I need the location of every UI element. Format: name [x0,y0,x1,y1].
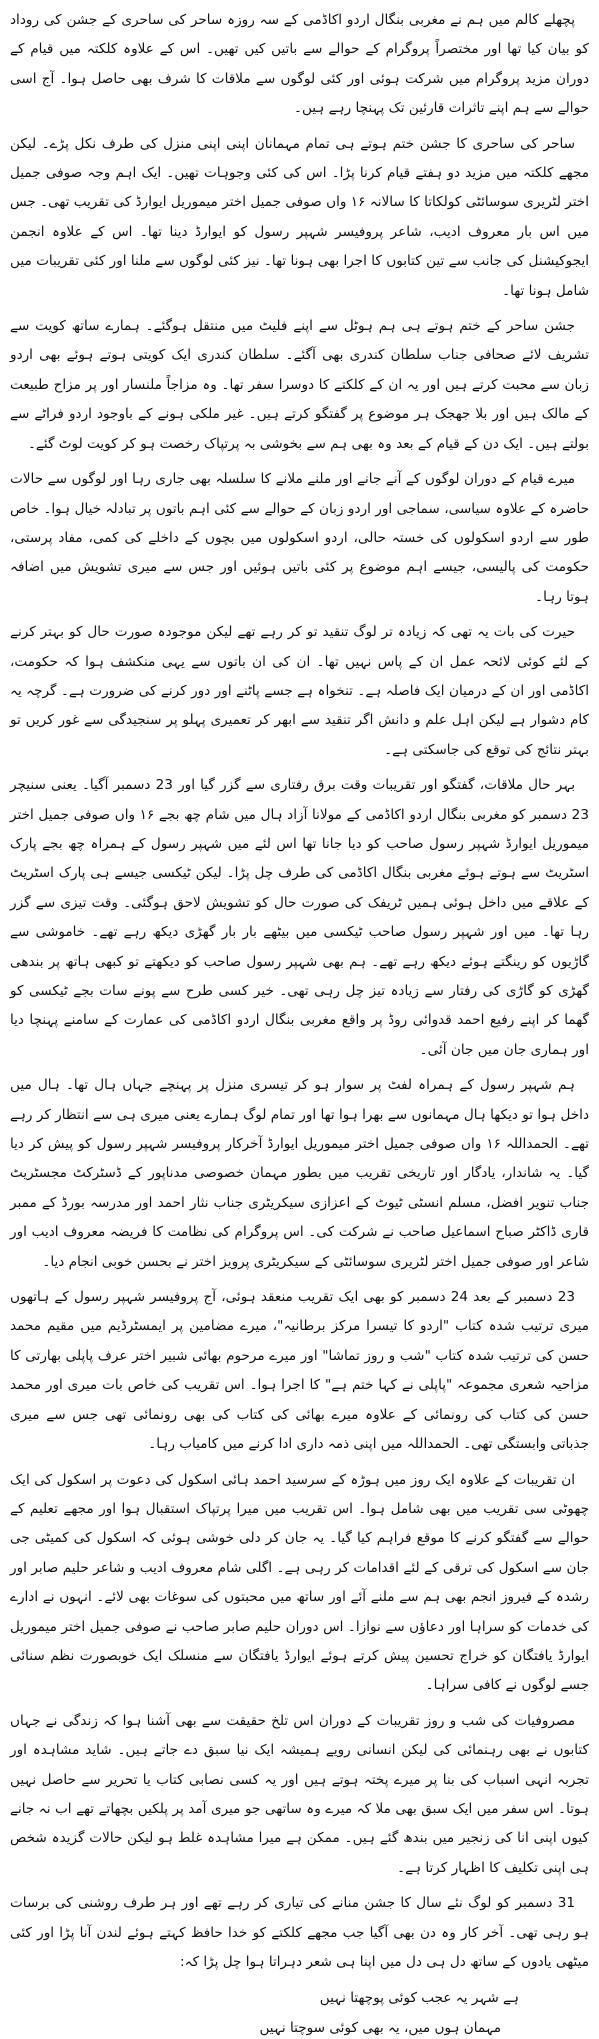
article-paragraph: ساحر کی ساحری کا جشن ختم ہوتے ہی تمام مہمانان اپنی اپنی منزل کی طرف نکل پڑے۔ لیکن مجھے کلکتہ میں مزید دو ہفتے قیام کرنا پڑا۔ اس کی کئی وجوہات تھیں۔ ایک اہم وجہ صوفی جمیل اختر لٹریری سوسائٹی کولکاتا کا سالانہ ۱۶ واں صوفی جمیل اختر میموریل ایوارڈ کی تقریب تھی۔ جس میں اس بار معروف ادیب، شاعر پروفیسر شہپر رسول کو ایوارڈ دینا تھا۔ اس کے علاوہ انجمن ایجوکیشنل کی جانب سے تین کتابوں کا اجرا بھی ہونا تھا۔ نیز کئی لوگوں سے ملنا اور کئی تقریبات میں شامل ہونا تھا۔ [10,135,589,299]
article-paragraph: ہم شہپر رسول کے ہمراہ لفٹ پر سوار ہو کر تیسری منزل پر پہنچے جہاں ہال تھا۔ ہال میں داخل ہوا تو دیکھا ہال مہمانوں سے بھرا ہوا تھا اور تمام لوگ ہمارے یعنی میری ہی سے انتظار کر رہے تھے۔ الحمداللہ ۱۶ واں صوفی جمیل اختر میموریل ایوارڈ آخرکار پروفیسر شہپر رسول کو پیش کر دیا گیا۔ یہ شاندار، یادگار اور تاریخی تقریب میں بطور مہمان خصوصی مدناپور کے ڈسٹرکٹ مجسٹریٹ جناب تنویر افضل، مسلم انسٹی ٹیوٹ کے اعزازی سیکریٹری جناب نثار احمد اور مدرسہ بورڈ کے ممبر قاری ڈاکٹر صباح اسماعیل صاحب نے شرکت کی۔ اس پروگرام کی نظامت کا فریضہ معروف ادیب اور شاعر اور صوفی جمیل اختر لٹریری سوسائٹی کے سیکریٹری پرویز اختر نے بحسن خوبی انجام دیا۔ [10,1077,589,1270]
article-paragraph: بہر حال ملاقات، گفتگو اور تقریبات وقت برق رفتاری سے گزر گیا اور 23 دسمبر آگیا۔ یعنی سنیچر 23 دسمبر کو مغربی بنگال اردو اکاڈمی کے مولانا آزاد ہال میں شام چھ بجے ۱۶ واں صوفی جمیل اختر میموریل ایوارڈ شہپر رسول صاحب کو دیا جانا تھا اس لئے میں شہپر رسول کے ہمراہ چھ بجے پارک اسٹریٹ سے ہوتے ہوئے مغربی بنگال اکاڈمی کی طرف چل پڑا۔ لیکن ٹیکسی جیسے ہی پارک اسٹریٹ کے علاقے میں داخل ہوئی ہمیں ٹریفک کی صورت حال کو تشویش لاحق ہوگئی۔ وقت تیزی سے گزر رہا تھا۔ میں اور شہپر رسول صاحب ٹیکسی میں بیٹھے بار بار گھڑی دیکھ رہے تھے۔ خاموشی سے گاڑیوں کو رینگتے ہوئے دیکھ رہے تھے۔ ہم بھی شہپر رسول صاحب کو دیکھتے تو کبھی ہاتھ پر بندھی گھڑی کو گاڑی کی رفتار سے زیادہ تیز چل رہی تھی۔ خیر کسی طرح سے پونے سات بجے ٹیکسی کو گھما کر اپنے رفیع احمد قدوائی روڈ پر واقع مغربی بنگال اردو اکاڈمی کی عمارت کے سامنے پہنچا دیا اور ہماری جان میں جان آئی۔ [10,777,589,1058]
article-paragraph: جشن ساحر کے ختم ہوتے ہی ہم ہوٹل سے اپنے فلیٹ میں منتقل ہوگئے۔ ہمارے ساتھ کویت سے تشریف لائے صحافی جناب سلطان کندری بھی آگئے۔ سلطان کندری ایک کویتی ہوتے ہوئے بھی اردو زبان سے محبت کرتے ہیں اور یہ ان کے کلکتے کا دوسرا سفر تھا۔ وہ مزاجاً ملنسار اور پر مزاح طبیعت کے مالک ہیں اور بلا جھجک ہر موضوع پر گفتگو کرتے ہیں۔ غیر ملکی ہونے کے باوجود اردو فراٹے سے بولتے ہیں۔ ایک دن کے قیام کے بعد وہ بھی ہم سے بخوشی بہ پرتپاک رخصت ہو کر کویت لوٹ گئے۔ [10,318,589,452]
article-paragraph: میرے قیام کے دوران لوگوں کے آنے جانے اور ملنے ملانے کا سلسلہ بھی جاری رہا اور لوگوں سے حالات حاضرہ کے علاوہ سیاسی، سماجی اور اردو زبان کے حوالے سے کئی اہم باتوں پر تبادلہ خیال ہوا۔ خاص طور سے اردو اسکولوں کی خستہ حالی، اردو اسکولوں میں بچوں کے داخلے کی کمی، مفاد پرستی، حکومت کی پالیسی، جیسے اہم موضوع پر کئی باتیں ہوئیں اور جس سے میری تشویش میں اضافہ ہوتا رہا۔ [10,471,589,605]
article-paragraph: 23 دسمبر کے بعد 24 دسمبر کو بھی ایک تقریب منعقد ہوئی، آج پروفیسر شہپر رسول کے ہاتھوں میری ترتیب شدہ کتاب "اردو کا تیسرا مرکز برطانیہ"، میرے مضامین پر ایمسٹرڈیم میں مقیم محمد حسن کی ترتیب شدہ کتاب "شب و روز تماشا" اور میرے مرحوم بھائی شبیر اختر عرف پاپلی بھارتی کا مزاحیہ شعری مجموعہ "پاپلی نے کہا ختم ہے" کا اجرا ہوا۔ اس تقریب کی خاص بات میری اور محمد حسن کی کتاب کی رونمائی کے علاوہ میرے بھائی کی کتاب کی بھی رونمائی تھی جس سے میری جذباتی وابستگی تھی۔ الحمداللہ میں اپنی ذمہ داری ادا کرنے میں کامیاب رہا۔ [10,1289,589,1453]
closing-couplet [10,1983,589,2039]
article-body [10,6,589,1977]
article-paragraph: 31 دسمبر کو لوگ نئے سال کا جشن منانے کی تیاری کر رہے تھے اور ہر طرف روشنی کی برسات ہو رہی تھی۔ آخر کار وہ دن بھی آگیا جب مجھے کلکتے کو خدا حافظ کہتے ہوئے لندن آنا پڑا اور کئی میٹھی یادوں کے ساتھ دل ہی دل میں اپنا ہی شعر دہراتا ہوا چل پڑا کہ: [10,1895,589,1970]
article-paragraph: مصروفیات کی شب و روز تقریبات کے دوران اس تلخ حقیقت سے بھی آشنا ہوا کہ زندگی نے جہاں کتابوں نے بھی رہنمائی کی لیکن انسانی رویے ہمیشہ ایک نیا سبق دے جاتے ہیں۔ شاید مشاہدہ اور تجربہ انہی اسباب کی بنا پر میرے پختہ ہوتے ہیں اور یہ کسی نصابی کتاب یا تحریر سے حاصل نہیں ہوتا۔ اس سفر میں ایک سبق بھی ملا کہ میرے وہ ساتھی جو میری آمد پر پلکیں بچھاتے تھے اب نہ جانے کیوں اپنی انا کی زنجیر میں بندھ گئے ہیں۔ ممکن ہے میرا مشاہدہ غلط ہو لیکن حالات گزیدہ شخص ہی اپنی تکلیف کا اظہار کرتا ہے۔ [10,1712,589,1876]
article-paragraph: حیرت کی بات یہ تھی کہ زیادہ تر لوگ تنقید تو کر رہے تھے لیکن موجودہ صورت حال کو بہتر کرنے کے لئے کوئی لائحہ عمل ان کے پاس نہیں تھا۔ ان کی ان باتوں سے یہی منکشف ہوا کہ حکومت، اکاڈمی اور ان کے درمیان ایک فاصلہ ہے۔ تنخواہ ہے جسے پاٹنے اور دور کرنے کی ضرورت ہے۔ گرچہ یہ کام دشوار ہے لیکن اہل علم و دانش اگر تنقید سے ابھر کر تعمیری پہلو پر سنجیدگی سے غور کریں تو بہتر نتائج کی توقع کی جاسکتی ہے۔ [10,624,589,758]
article-paragraph: پچھلے کالم میں ہم نے مغربی بنگال اردو اکاڈمی کے سہ روزہ ساحر کی ساحری کے جشن کی روداد کو بیان کیا تھا اور مختصراً پروگرام کے حوالے سے باتیں کیں تھیں۔ اس کے علاوہ کلکتہ میں قیام کے دوران مزید پروگرام میں شرکت ہوئی اور کئی لوگوں سے ملاقات کا شرف بھی حاصل ہوا۔ آج اسی حوالے سے ہم اپنے تاثرات قارئین تک پہنچا رہے ہیں۔ [10,12,589,117]
article-paragraph: ان تقریبات کے علاوہ ایک روز میں ہوڑہ کے سرسید احمد ہائی اسکول کی دعوت پر اسکول کی ایک چھوٹی سی تقریب میں بھی شامل ہوا۔ اس تقریب میں میرا پرتپاک استقبال ہوا اور مجھے تعلیم کے حوالے سے گفتگو کرنے کا موقع فراہم کیا گیا۔ یہ جان کر دلی خوشی ہوئی کہ اسکول کی کمیٹی جی جان سے اسکول کی ترقی کے لئے اقدامات کر رہی ہے۔ اگلی شام معروف ادیب و شاعر حلیم صابر اور رشدہ کے فیروز انجم بھی ہم سے ملنے آئے اور ساتھ میں محبتوں کی سوغات بھی لائے۔ انہوں نے ادارے کی خدمات کو سراہا اور دعاؤں سے نوازا۔ اس دوران حلیم صابر صاحب نے صوفی جمیل اختر میموریل ایوارڈ یافتگان کو خراج تحسین پیش کرتے ہوئے ایوارڈ یافتگان سے منسلک ایک خوبصورت نظم سنائی جسے لوگوں نے کافی سراہا۔ [10,1471,589,1694]
couplet-line-2: مہمان ہوں میں، یہ بھی کوئی سوچتا نہیں [259,2020,501,2037]
couplet-line-1: ہے شہر یہ عجب کوئی پوچھتا نہیں [319,1990,519,2007]
